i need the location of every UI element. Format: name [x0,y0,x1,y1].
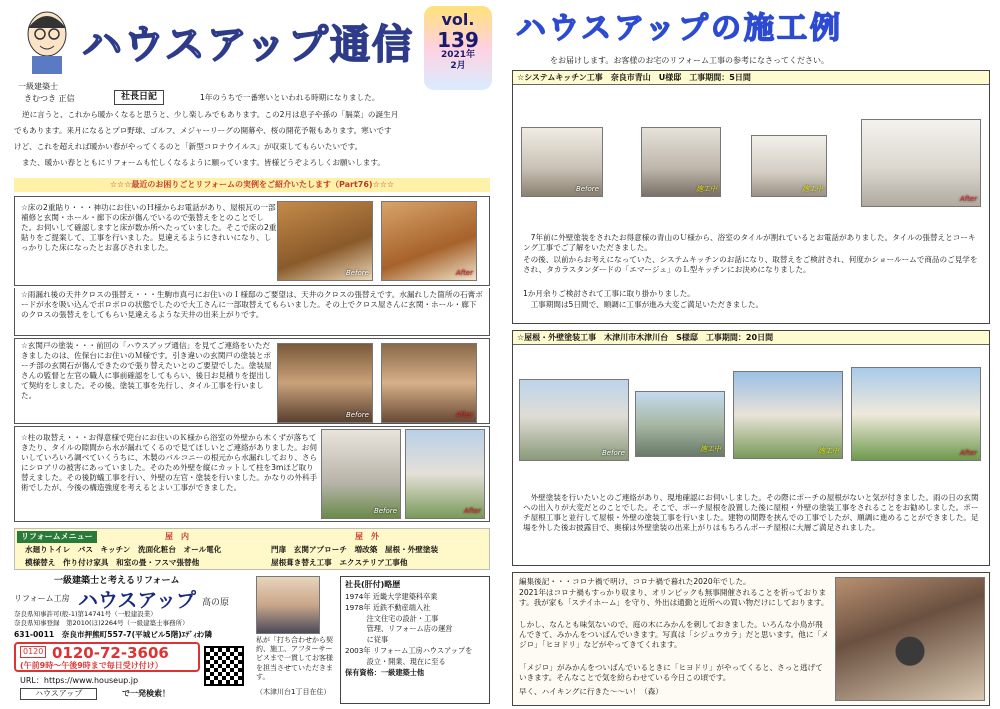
phone-box[interactable] [14,642,200,672]
kitchen-text-3: 1か月余りご検討されて工事に取り掛かりました。 [523,289,695,298]
profile-heading: 社長(肝付)略歴 [345,580,401,589]
case-floor-text: ☆床の2重貼り・・・神功にお住いのＨ様からお電話があり、屋根瓦の一部補修と玄関・ホール・廊下の床が傷んでいるので張替えをとのことでした。お伺いして確認しますと床が数か所へたっていました。そこで床の2重貼りをご提案して、工事を行いました。見違えるようにきれいになり、しっかりした床になったとお喜びされました。 [21,203,277,253]
kitchen-before-photo [521,127,603,197]
company-url[interactable]: URL：https://www.houseup.jp [20,676,139,685]
postscript-line-2: 2021年はコロナ禍もすっかり収まり、オリンピックも無事開催されることを祈っております。我が家も「ステイホーム」を守り、外出は通勤と近所への買い物だけにしております。 [519,588,829,608]
company-address: 631-0011 奈良市押熊町557-7(平城ビル5階)ｴﾃﾞｨｵﾝ隣 [14,630,213,639]
case-floor [14,196,490,286]
company-shop: リフォーム工房 [14,594,70,603]
profile-line: に従事 [345,635,389,645]
case-ceiling [14,288,490,336]
president-photo [256,576,320,634]
job-kitchen-header: ☆システムキッチン工事 奈良市青山 U様邸 工事期間：5日間 [513,71,989,85]
profile-line: 設立・開業、現在に至る [345,656,446,666]
profile-line: 1974年 近畿大学建築科卒業 [345,592,438,601]
diary-heading: 社長日記 [114,90,164,105]
phone-number[interactable]: 0120-72-3606 [52,644,169,662]
after-label: After [455,411,473,420]
qr-code-icon [204,646,244,686]
before-label: Before [345,269,369,278]
diary-line-2: 逆に言うと、これから暖かくなると思うと、少し楽しみでもあります。この2月は息子や孫の「膈菜」の誕生月 [22,110,399,119]
company-license-1: 奈良県知事許可(般-1)第14741号（一般建設業） [14,610,157,618]
menu-heading: リフォームメニュー [17,531,97,543]
postscript-line-1: 編集後記・・・コロナ禍で明け、コロナ禍で暮れた2020年でした。 [519,577,751,586]
menu-outer-row-1: 門扉 玄関アプローチ 増改築 屋根・外壁塗装 [271,545,439,554]
case-ceiling-text: ☆雨漏れ後の天井クロスの張替え・・・生駒市真弓にお住いのＩ様邸のご要望は、天井のクロスの張替えです。水漏れした箇所の石膏ボードが水を吸い込んでボロボロの状態でしたので大工さんに一部取替えてもらいました。その上でクロス屋さんに玄関・ホール・廊下のクロスの張替えをしてもらい見違えるような天井の出来上がりです。 [21,290,483,320]
kitchen-text-1: 7年前に外壁塗装をされたお得意様の青山のＵ様から、浴室のタイルが割れているとお電話がありました。タイルの張替えとコーキング工事でご了解をいただきました。 [523,233,976,253]
company-license-2: 奈良県知事登録 第2010(ほ)2264号（一級建築士事務所） [14,619,189,627]
postscript-line-4: 「メジロ」がみかんをついばんでいるときに「ヒヨドリ」がやってくると、さっと逃げていきます。そんなことで気を紛らわせている今日この頃です。 [519,663,823,683]
job-exterior-header: ☆屋根・外壁塗装工事 木津川市木津川台 S様邸 工事期間：20日間 [513,331,989,345]
company-tagline: 一級建築士と考えるリフォーム [54,576,180,586]
case-door-text: ☆玄関戸の塗装・・・前回の「ハウスアップ通信」を見てご連絡をいただきましたのは、佐保台にお住いのＭ様です。引き違いの玄関戸の塗装とポーチ部の玄関石が傷んできたので張り替えたいとのご要望でした。塗装屋さんの監督と左官の職人に事前確認をしてもらい、後日お見積りを提出して契約をしました。その後、塗装工事を先行し、タイル工事を行いました。 [21,341,272,401]
author-name: きむつき 正信 [24,94,75,103]
before-label: Before [575,185,599,194]
volume-badge [424,6,492,90]
menu-outer-row-2: 屋根葺き替え工事 エクステリア工事他 [271,558,408,567]
bird-photo [835,577,985,701]
profile-line: 注文住宅の設計・工事 [345,613,439,623]
president-location: （木津川台1丁目在住） [256,688,331,696]
tollfree-icon: 0120 [20,646,46,658]
exterior-before-photo [519,379,629,461]
president-profile [340,576,490,704]
progress-label: 施工中 [818,447,839,456]
author-title: 一級建築士 [18,82,58,91]
progress-label: 施工中 [700,445,721,454]
kitchen-progress-photo-2 [751,135,827,197]
progress-label: 施工中 [802,185,823,194]
profile-line: 管理、リフォーム店の運営 [345,624,453,634]
vol-number: 139 [437,28,479,52]
case-floor-before-photo [277,201,373,281]
postscript-line-3: しかし、なんとも味気ないので、庭の木にみかんを刺しておきました。いろんな小鳥が飛んできて、みかんをついばんでいきます。写真は「シジュウカラ」だと思います。他に「メジロ」「ヒヨドリ」などがやってきてくれます。 [519,620,829,650]
case-door-after-photo [381,343,477,423]
right-page [508,0,996,709]
case-pillar-before-photo [321,429,401,519]
kitchen-text-4: 工事期間は5日間で、順調に工事が進み大変ご満足いただきました。 [523,300,764,309]
editor-postscript [512,572,990,706]
president-caption: 私が「打ち合わせから契約、施工、アフターサービスまで一貫してお客様を担当させていただきます。 [256,636,333,681]
job-exterior [512,330,990,566]
menu-inner-row-2: 模様替え 作り付け家具 和室の畳・フスマ張替他 [25,558,200,567]
after-label: After [959,195,977,204]
right-intro: をお届けします。お客様のお宅のリフォーム工事の参考になさってください。 [550,56,829,65]
case-door-before-photo [277,343,373,423]
before-label: Before [601,449,625,458]
profile-line: 保有資格：一級建築士他 [345,667,425,677]
case-pillar-text: ☆柱の取替え・・・お得意様で兜台にお住いのＫ様から浴室の外壁から木くずが落ちてきたり、タイルの隙間から水が漏れてくるので見てほしいとご連絡がありました。お伺いしていろいろ調べていくうちに、木製のバルコニーの根元から水漏れしており、さらにシロアリの被害にあっていました。そのため外壁を縦にカットして柱を3mほど取り替えました。その後防蟻工事を行い、外壁の左官・塗装を行いました。かなりの外科手術でしたが、今後の構造強度を考えるとよい工事ができました。 [21,433,318,493]
case-floor-after-photo [381,201,477,281]
masthead-title: ハウスアップ通信 [82,22,414,68]
examples-banner: ☆☆☆最近のお困りごとリフォームの実例をご紹介いたします（Part76)☆☆☆ [14,178,490,192]
right-title: ハウスアップの施工例 [516,11,843,46]
company-name: ハウスアップ [78,588,196,612]
kitchen-after-photo [861,119,981,207]
exterior-progress-photo-2 [733,371,843,459]
after-label: After [959,449,977,458]
profile-line: 2003年 リフォーム工房ハウスアップを [345,645,473,655]
before-label: Before [373,507,397,516]
menu-outer-heading: 屋 外 [355,532,379,541]
after-label: After [463,507,481,516]
president-diary [14,90,490,176]
diary-line-5: また、暖かい春とともにリフォームも忙しくなるように願っています。皆様どうぞよろしくお願いします。 [22,158,385,167]
exterior-after-photo [851,367,981,461]
reform-menu [14,528,490,570]
after-label: After [455,269,473,278]
vol-year: 2021年 [440,50,476,60]
diary-line-1: 1年のうちで一番寒いといわれる時期になりました。 [200,93,380,102]
postscript-line-5: 早く、ハイキングに行きた〜〜い！（森） [519,687,663,696]
diary-line-3: でもあります。来月になるとプロ野球、ゴルフ、メジャーリーグの開幕や、桜の開花予報もあります。寒いです [14,126,392,135]
before-label: Before [345,411,369,420]
search-keyword-box: ハウスアップ [20,688,97,700]
progress-label: 施工中 [696,185,717,194]
president-caricature [18,8,76,74]
search-suffix: で一発検索！ [122,689,170,698]
kitchen-text-2: その後、以前からお考えになっていた、システムキッチンのお話になり、取替えをご検討され、何度かショールームで商品のご見学をされ、タカラスタンダードの「エマージュ」のＬ型キッチンにお決めになりました。 [523,255,978,275]
case-pillar [14,426,490,522]
menu-inner-row-1: 水廻りトイレ バス キッチン 洗面化粧台 オール電化 [25,545,222,554]
job-kitchen [512,70,990,324]
exterior-progress-photo-1 [635,391,725,457]
company-branch: 高の原 [202,598,230,608]
case-door [14,338,490,424]
vol-month: 2月 [450,61,466,72]
kitchen-progress-photo-1 [641,127,721,197]
case-pillar-after-photo [405,429,485,519]
phone-hours: (午前9時〜午後9時まで毎日受け付け） [20,661,163,670]
company-info [14,574,254,704]
diary-line-4: けど、これを超えれば暖かい春がやってくるのと「新型コロナウイルス」が収束してもらいたいです。 [14,142,363,151]
menu-inner-heading: 屋 内 [165,532,189,541]
exterior-text: 外壁塗装を行いたいとのご連絡があり、現地確認にお伺いしました。その際にポーチの屋根がないと気が付きました。雨の日の玄関への出入りが大変だとのことでした。そこで、ポーチ屋根を設置した後に屋根・外壁の塗装工事をされることをお勧めしました。ポーチ屋根工事と並行して屋根・外壁の塗装工事を行いました。建物の間際を挟んでの工事でしたが、順調に進めることができました。足場を外した後お披露目で、奥様は外壁塗装の出来上がりはもちろんポーチ屋根に大層ご満足されました。 [523,493,979,533]
vol-label: vol. [441,10,475,29]
profile-line: 1978年 近鉄不動産端入社 [345,602,431,612]
